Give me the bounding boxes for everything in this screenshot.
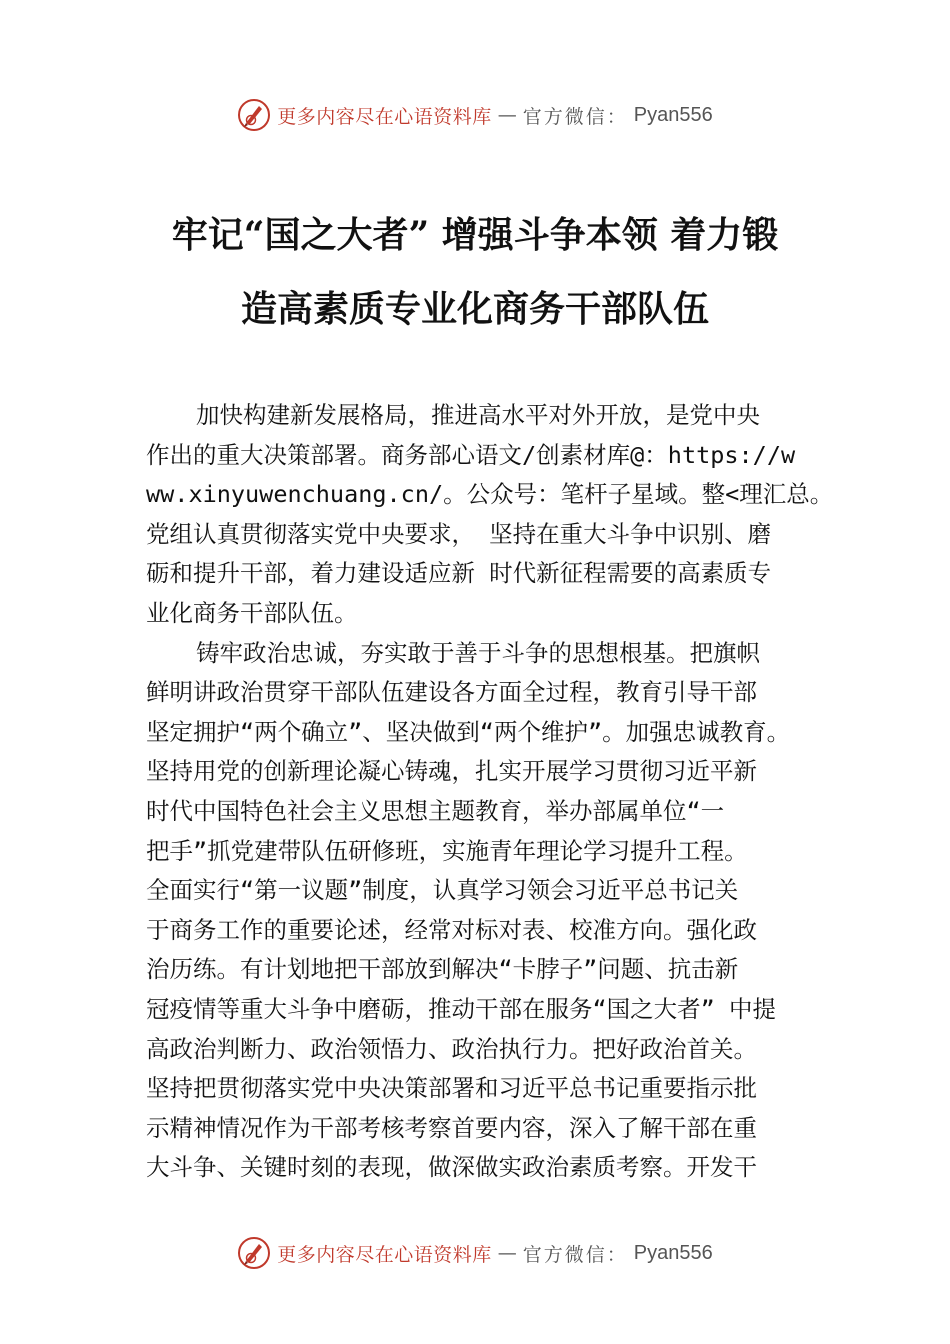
paragraph-line: 冠疫情等重大斗争中磨砺，推动干部在服务“国之大者” 中提 xyxy=(146,994,776,1023)
watermark-contact-id: Pyan556 xyxy=(633,1241,713,1264)
title-line: 造高素质专业化商务干部队伍 xyxy=(240,288,709,330)
paragraph-line: 鲜明讲政治贯穿干部队伍建设各方面全过程，教育引导干部 xyxy=(146,678,757,707)
paragraph-line: 砺和提升干部，着力建设适应新 时代新征程需要的高素质专 xyxy=(146,559,772,588)
watermark-brand: 更多内容尽在心语资料库 xyxy=(277,1243,492,1266)
paragraph-line: 治历练。有计划地把干部放到解决“卡脖子”问题、抗击新 xyxy=(146,955,739,984)
document-title xyxy=(150,198,800,346)
footer-watermark xyxy=(0,1233,950,1273)
paragraph-line: 业化商务干部队伍。 xyxy=(146,598,358,627)
quill-logo-icon xyxy=(237,98,271,132)
quill-logo-icon xyxy=(237,1236,271,1270)
paragraph-line: 坚定拥护“两个确立”、坚决做到“两个维护”。加强忠诚教育。 xyxy=(146,717,791,746)
document-body xyxy=(146,396,834,1188)
watermark-brand: 更多内容尽在心语资料库 xyxy=(277,105,492,128)
paragraph-line: 加快构建新发展格局，推进高水平对外开放，是党中央 xyxy=(196,401,760,429)
watermark-separator: — xyxy=(497,104,517,126)
paragraph-line: 时代中国特色社会主义思想主题教育，举办部属单位“一 xyxy=(146,796,725,825)
paragraph-line: 示精神情况作为干部考核考察首要内容，深入了解干部在重 xyxy=(146,1113,757,1142)
paragraph-line: 铸牢政治忠诚，夯实敢于善于斗争的思想根基。把旗帜 xyxy=(196,638,760,667)
header-watermark xyxy=(0,95,950,135)
paragraph-line: 于商务工作的重要论述，经常对标对表、校准方向。强化政 xyxy=(146,915,757,944)
paragraph-line: 把手”抓党建带队伍研修班，实施青年理论学习提升工程。 xyxy=(146,836,748,865)
paragraph-line: 高政治判断力、政治领悟力、政治执行力。把好政治首关。 xyxy=(146,1034,757,1063)
watermark-contact-label: 官方微信： xyxy=(522,105,628,128)
paragraph-line: ww.xinyuwenchuang.cn/。公众号：笔杆子星域。整<理汇总。 xyxy=(146,480,834,509)
watermark-contact-label: 官方微信： xyxy=(522,1243,628,1266)
title-line: 牢记“国之大者” 增强斗争本领 着力锻 xyxy=(171,214,779,256)
paragraph-line: 全面实行“第一议题”制度，认真学习领会习近平总书记关 xyxy=(146,876,739,905)
paragraph-line: 大斗争、关键时刻的表现，做深做实政治素质考察。开发干 xyxy=(146,1153,757,1182)
paragraph-line: 党组认真贯彻落实党中央要求， 坚持在重大斗争中识别、磨 xyxy=(146,519,772,548)
paragraph-line: 作出的重大决策部署。商务部心语文/创素材库@：https://w xyxy=(146,440,796,469)
paragraph-line: 坚持用党的创新理论凝心铸魂，扎实开展学习贯彻习近平新 xyxy=(146,757,757,786)
watermark-contact-id: Pyan556 xyxy=(633,103,713,126)
watermark-separator: — xyxy=(497,1242,517,1264)
paragraph-line: 坚持把贯彻落实党中央决策部署和习近平总书记重要指示批 xyxy=(146,1074,757,1103)
